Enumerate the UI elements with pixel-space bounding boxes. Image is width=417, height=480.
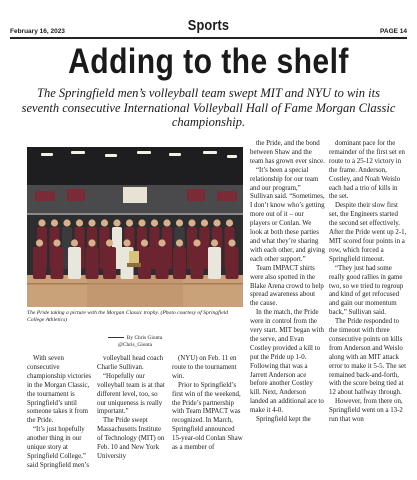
article-paragraph: “It’s been a special relationship for our team and our program,” Sullivan said. “Sometimes, I don’t know who’s getting more out of it – our players or Conlan. We look at both these parties and what they’re sharing with each other, and giving each other support.” bbox=[250, 166, 325, 263]
page-number: PAGE 14 bbox=[380, 28, 407, 35]
article-paragraph: However, from there on, Springfield went on a 13-2 run that won bbox=[329, 398, 403, 424]
team-photo bbox=[27, 147, 243, 307]
article-column-3 bbox=[172, 355, 244, 453]
article-paragraph: dominant pace for the remainder of the first set en route to a 25-12 victory in the frame. Anderson, Costley, and Noah Weislo each had a trio of kills in the set. bbox=[329, 140, 405, 201]
article-paragraph: Despite their slow first set, the Engineers started the second set effectively. After the Pride went up 2-1, MIT scored four points in a row, which forced a Springfield timeout. bbox=[329, 202, 407, 263]
article-paragraph: Springfield kept the bbox=[256, 416, 311, 424]
article-column-1 bbox=[27, 355, 95, 471]
byline-author: By Chris Gionta bbox=[126, 335, 163, 341]
article-paragraph: volleyball head coach Charlie Sullivan. bbox=[97, 355, 164, 371]
subheadline: The Springfield men’s volleyball team swept MIT and NYU to win its seventh consecutive International Volleyball Hall of Fame Morgan Classic championship. bbox=[21, 86, 396, 129]
article-paragraph: The Pride swept Massachusetts Institute of Technology (MIT) on Feb. 10 and New York University bbox=[97, 417, 165, 460]
article-paragraph: With seven consecutive championship victories in the Morgan Classic, the tournament is Springfield’s until someone takes it from the Pride. bbox=[27, 355, 92, 425]
article-paragraph: “Hopefully our volleyball team is at that different level, too, so our uniqueness is really important.” bbox=[97, 372, 165, 416]
article-paragraph: The Pride responded to the timeout with three consecutive points on kills from Anderson and Weislo along with an MIT attack error to make it 5-5. The set remained back-and-forth, with the score being tied at 12 about halfway through. bbox=[329, 318, 406, 397]
byline-rule bbox=[108, 337, 124, 338]
article-paragraph: Prior to Springfield’s first win of the weekend, the Pride’s partnership with Team IMPACT was recognized. In March, Springfield announced 15-year-old Conlan Shaw as a member of bbox=[172, 381, 243, 452]
article-column-5 bbox=[329, 140, 407, 425]
article-paragraph: (NYU) on Feb. 11 en route to the tournament win. bbox=[172, 355, 237, 380]
section-title: Sports bbox=[187, 17, 230, 34]
byline bbox=[27, 335, 243, 349]
article-paragraph: the Pride, and the bond between Shaw and the team has grown ever since. bbox=[250, 140, 325, 165]
byline-handle: @Chris_Gionta bbox=[117, 342, 152, 348]
article-paragraph: “They just had some really good rallies in game two, so we tried to regroup and kind of get refocused and gain our momentum back,” Sullivan said. bbox=[329, 264, 404, 317]
headline: Adding to the shelf bbox=[68, 42, 349, 81]
photo-caption: The Pride taking a picture with the Morgan Classic trophy. (Photo courtesy of Springfield College Athletics) bbox=[27, 310, 229, 323]
article-paragraph: In the match, the Pride were in control from the very start. MIT began with the serve, and Evan Costley provided a kill to put the Pride up 1-0. Following that was a Jarrett Anderson ace before another Costley kill. Next, Anderson landed an additional ace to make it 4-0. bbox=[250, 309, 324, 415]
article-paragraph: “It’s just hopefully another thing in our unique story at Springfield College,” said Springfield men’s bbox=[27, 426, 90, 469]
article-column-4 bbox=[250, 140, 325, 425]
article-column-2 bbox=[97, 355, 167, 462]
article-paragraph: Team IMPACT shirts were also spotted in the Blake Arena crowd to help spread awareness about the cause. bbox=[250, 264, 324, 308]
issue-date: February 16, 2023 bbox=[10, 28, 65, 35]
